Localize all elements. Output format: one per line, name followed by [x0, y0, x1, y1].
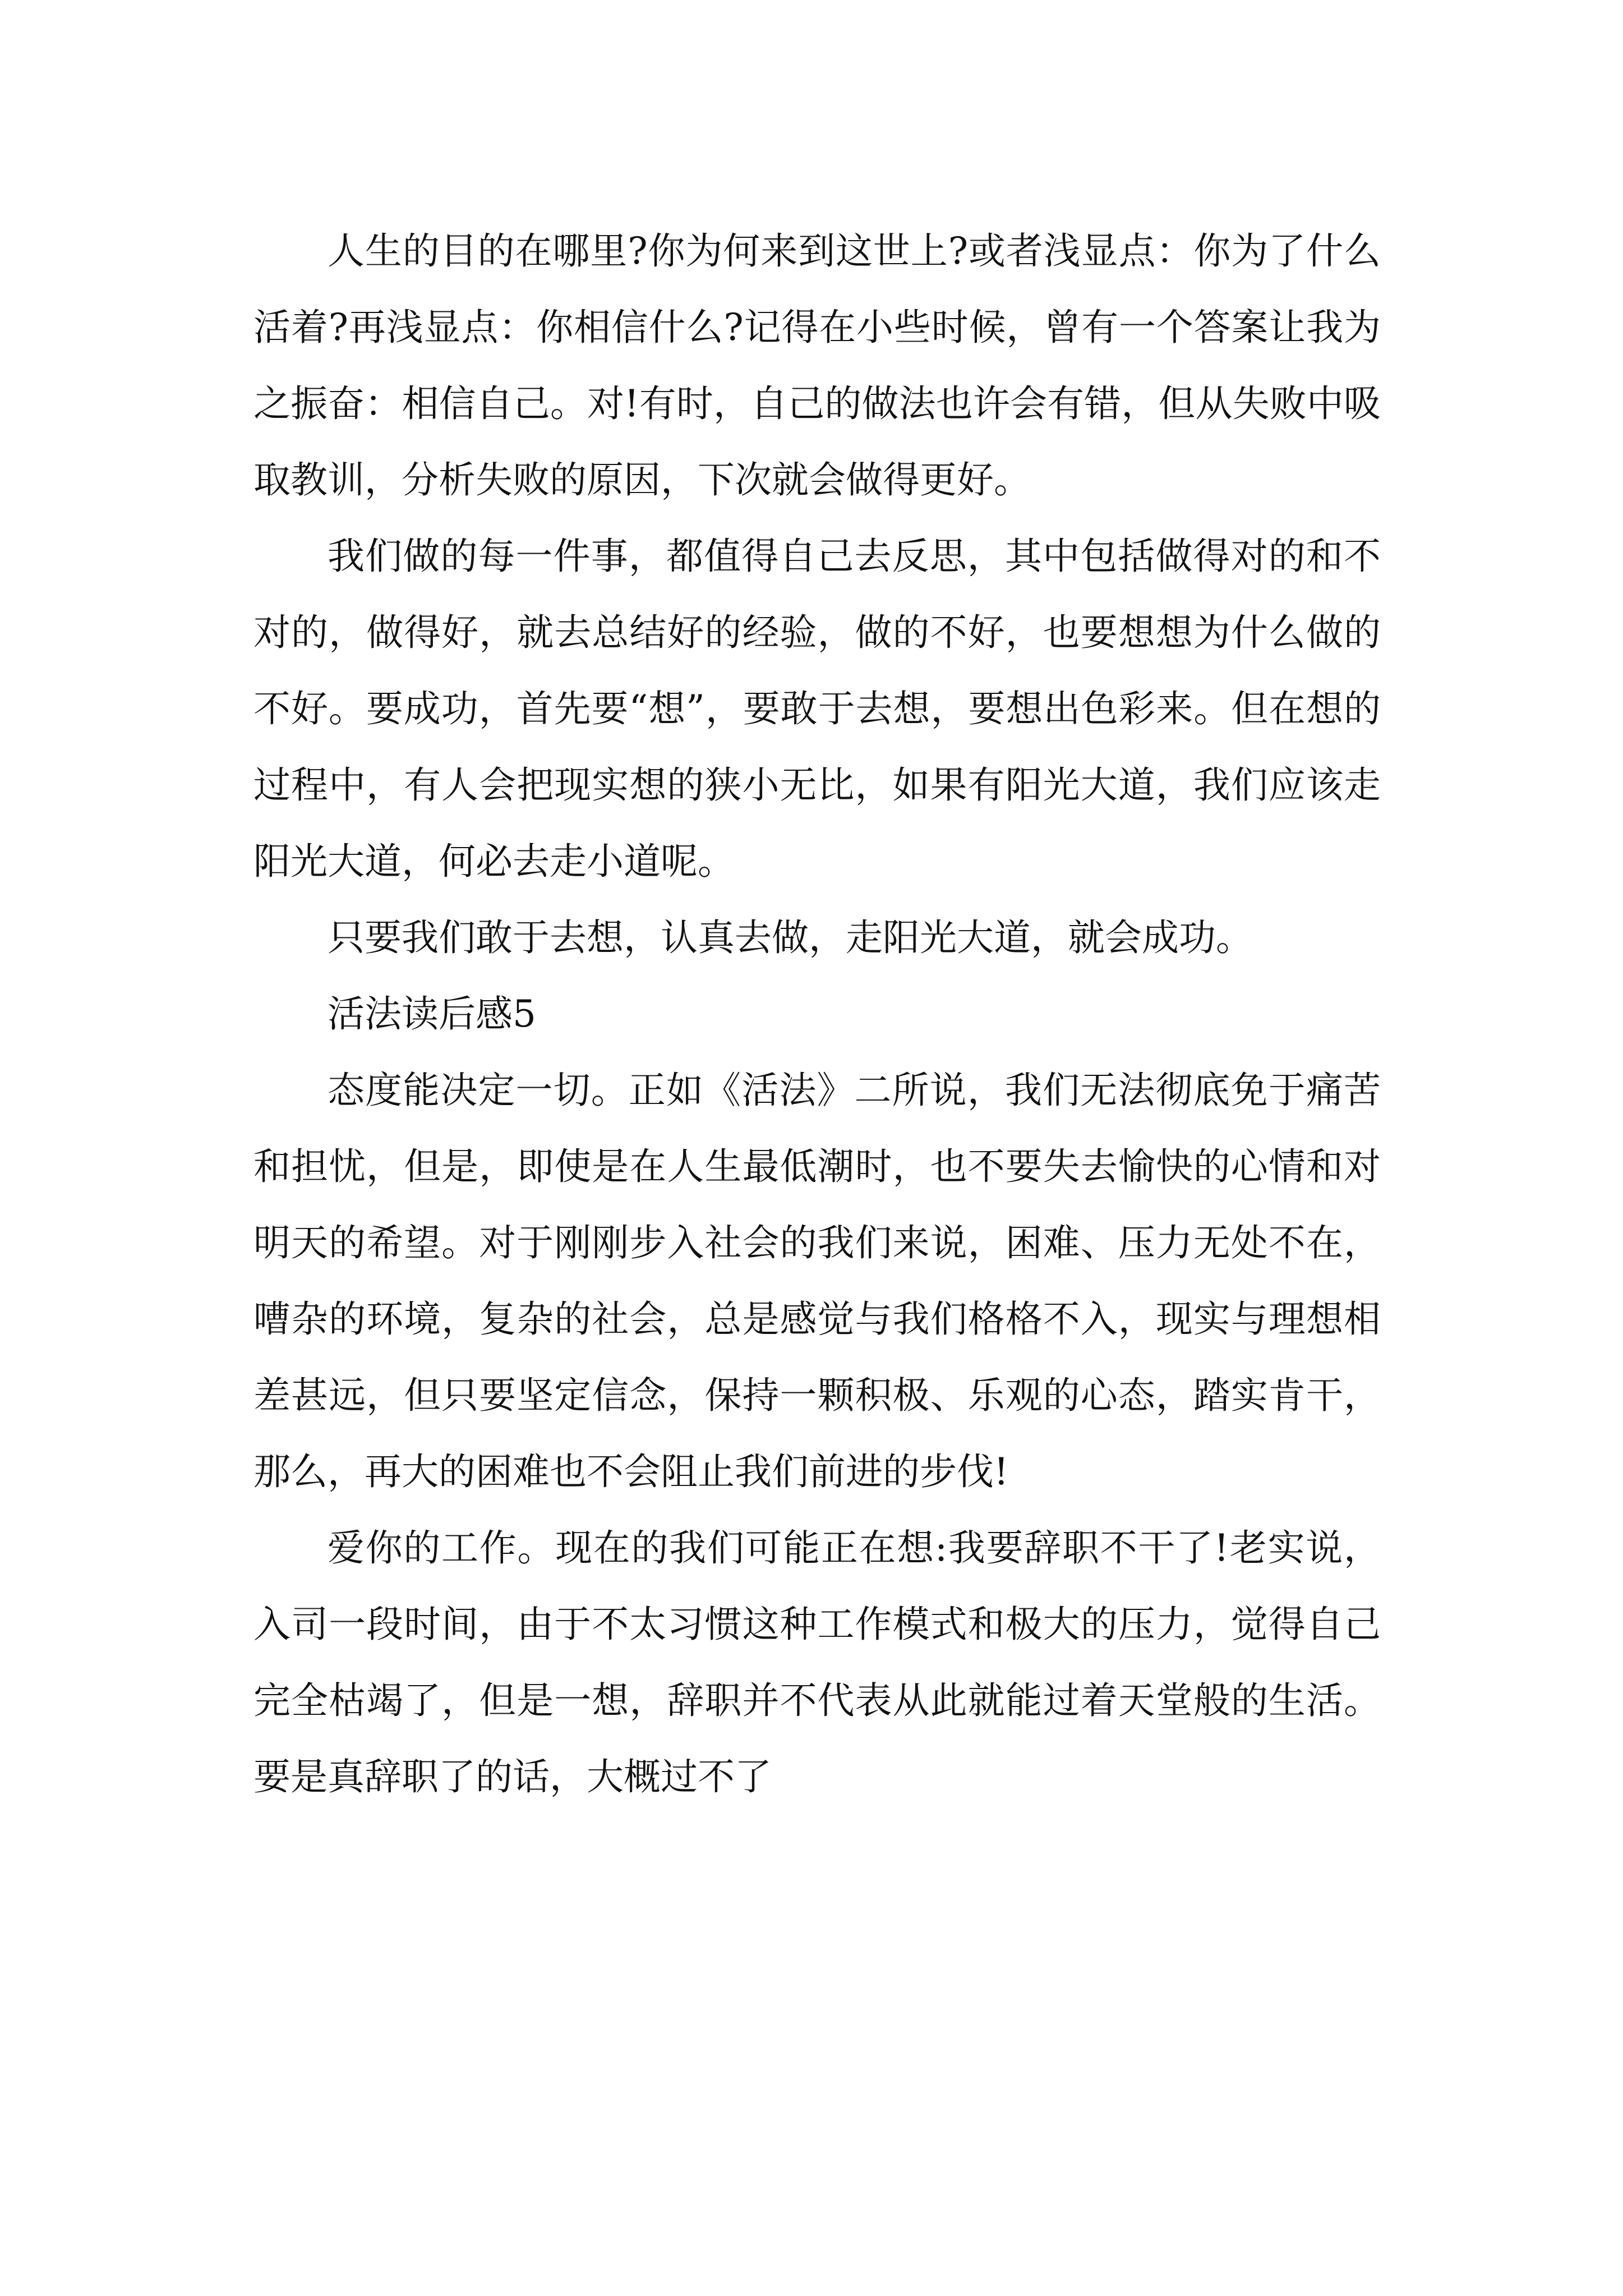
section-paragraph-2: 爱你的工作。现在的我们可能正在想:我要辞职不干了!老实说，入司一段时间，由于不太习惯这种工作模式和极大的压力，觉得自己完全枯竭了，但是一想，辞职并不代表从此就能过着天堂般的生活。要是真辞职了的话，大概过不了: [253, 1526, 1381, 1798]
section-title: 活法读后感5: [328, 992, 536, 1036]
document-body: [253, 213, 1381, 1815]
paragraph-3: 只要我们敢于去想，认真去做，走阳光大道，就会成功。: [328, 916, 1253, 959]
section-paragraph-1: 态度能决定一切。正如《活法》二所说，我们无法彻底免于痛苦和担忧，但是，即使是在人生最低潮时，也不要失去愉快的心情和对明天的希望。对于刚刚步入社会的我们来说，困难、压力无处不在，嘈杂的环境，复杂的社会，总是感觉与我们格格不入，现实与理想相差甚远，但只要坚定信念，保持一颗积极、乐观的心态，踏实肯干，那么，再大的困难也不会阻止我们前进的步伐!: [253, 1069, 1381, 1493]
paragraph-2: 我们做的每一件事，都值得自己去反思，其中包括做得对的和不对的，做得好，就去总结好的经验，做的不好，也要想想为什么做的不好。要成功，首先要“想”，要敢于去想，要想出色彩来。但在想的过程中，有人会把现实想的狭小无比，如果有阳光大道，我们应该走阳光大道，何必去走小道呢。: [253, 535, 1381, 883]
paragraph-1: 人生的目的在哪里?你为何来到这世上?或者浅显点：你为了什么活着?再浅显点：你相信什么?记得在小些时候，曾有一个答案让我为之振奋：相信自己。对!有时，自己的做法也许会有错，但从失败中吸取教训，分析失败的原因，下次就会做得更好。: [253, 229, 1381, 501]
